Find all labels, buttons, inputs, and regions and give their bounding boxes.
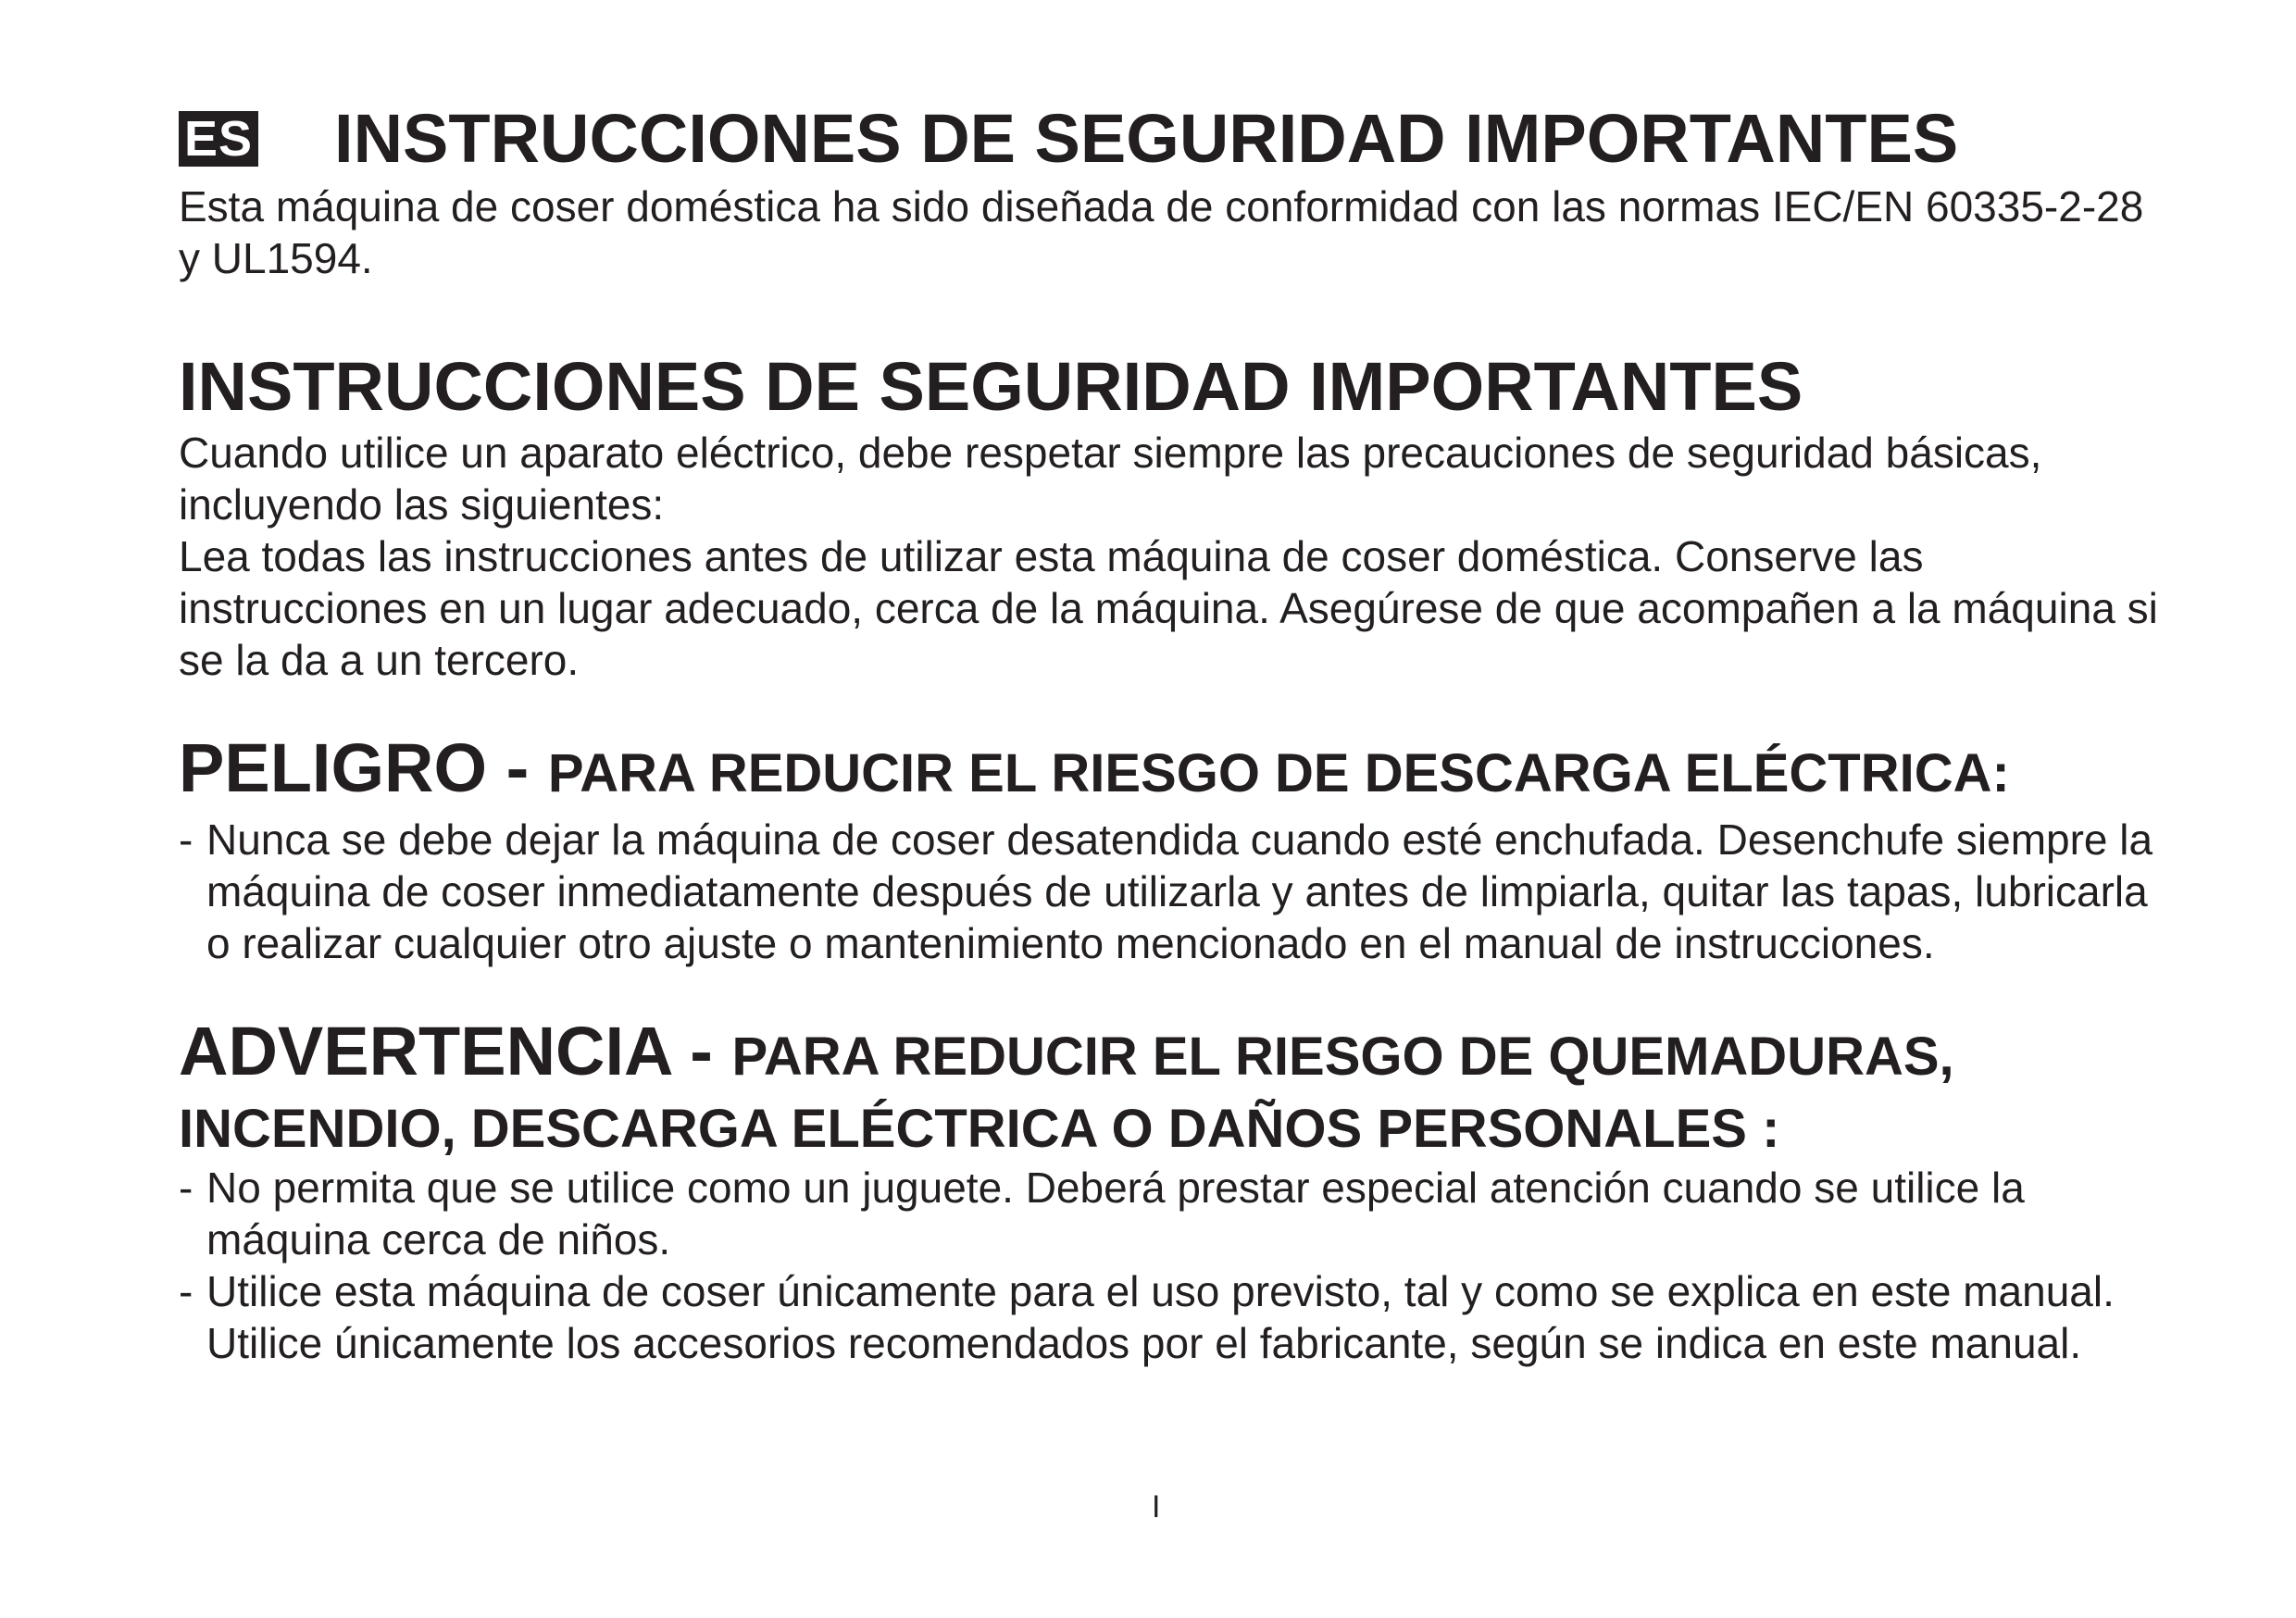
safety-heading: INSTRUCCIONES DE SEGURIDAD IMPORTANTES <box>179 348 1803 425</box>
warning-heading <box>179 1012 2169 1097</box>
intro-paragraph: Esta máquina de coser doméstica ha sido diseñada de conformidad con las normas IEC/EN 60335-2-28 y UL1594. <box>179 182 2144 282</box>
spacer <box>179 686 2169 728</box>
danger-heading <box>179 728 2169 814</box>
list-item: - Utilice esta máquina de coser únicamente para el uso previsto, tal y como se explica en este manual. Utilice únicamente los accesorios recomendados por el fabricante, según se indica en este manual. <box>179 1265 2169 1369</box>
spacer <box>179 284 2169 347</box>
header-row <box>179 97 2169 180</box>
page-number: I <box>1152 1489 1161 1525</box>
danger-heading-main: PELIGRO - <box>179 729 530 806</box>
danger-heading-sub: PARA REDUCIR EL RIESGO DE DESCARGA ELÉCTRICA: <box>547 743 2010 803</box>
safety-paragraph-1: Cuando utilice un aparato eléctrico, debe respetar siempre las precauciones de seguridad básicas, incluyendo las siguientes: <box>179 429 2042 529</box>
safety-paragraph-2: Lea todas las instrucciones antes de utilizar esta máquina de coser doméstica. Conserve las instrucciones en un lugar adecuado, cerca de la máquina. Asegúrese de que acompañen a la máquina si se la da a un tercero. <box>179 532 2158 684</box>
document-page <box>179 97 2169 1369</box>
list-item: - Nunca se debe dejar la máquina de coser desatendida cuando esté enchufada. Desenchufe siempre la máquina de coser inmediatamente después de utilizarla y antes de limpiarla, quitar las tapas, lubricarla o realizar cualquier otro ajuste o mantenimiento mencionado en el manual de instrucciones. <box>179 814 2169 969</box>
warning-heading-sub: PARA REDUCIR EL RIESGO DE QUEMADURAS, <box>731 1027 1954 1087</box>
list-item: - No permita que se utilice como un juguete. Deberá prestar especial atención cuando se utilice la máquina cerca de niños. <box>179 1162 2169 1265</box>
danger-list <box>179 814 2169 969</box>
warning-list <box>179 1162 2169 1369</box>
language-badge: ES <box>179 111 258 167</box>
spacer <box>179 969 2169 1012</box>
page-title: INSTRUCCIONES DE SEGURIDAD IMPORTANTES <box>334 100 1959 177</box>
warning-heading-line2: INCENDIO, DESCARGA ELÉCTRICA O DAÑOS PERSONALES : <box>179 1099 1780 1159</box>
warning-heading-main: ADVERTENCIA - <box>179 1013 713 1089</box>
